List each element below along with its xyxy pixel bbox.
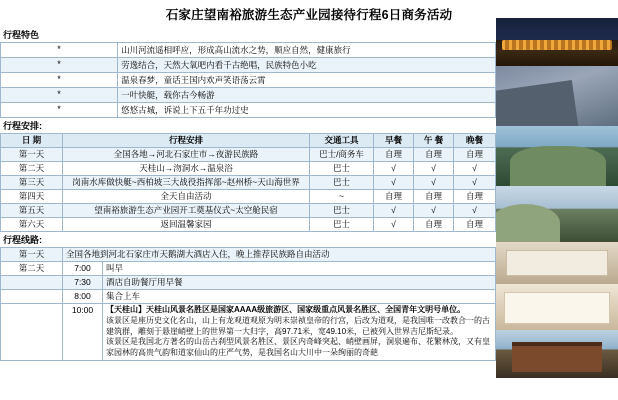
cell-breakfast: √ xyxy=(374,204,414,218)
cell-dinner: √ xyxy=(454,162,496,176)
document-content xyxy=(0,27,496,361)
feature-star: * xyxy=(1,73,118,88)
table-row xyxy=(1,290,496,304)
table-row xyxy=(1,276,496,290)
arrangement-table xyxy=(0,133,496,232)
cell-plan: 全天自由活动 xyxy=(63,190,310,204)
route-day-label-empty xyxy=(1,276,63,290)
cell-lunch: √ xyxy=(414,162,454,176)
table-row xyxy=(1,190,496,204)
cell-plan: 天桂山→沕洞水→温泉浴 xyxy=(63,162,310,176)
route-day-label-empty xyxy=(1,304,63,361)
table-row xyxy=(1,103,496,118)
table-row xyxy=(1,262,496,276)
photo-hotel-lobby xyxy=(496,284,618,330)
cell-transport: 巴士/商务车 xyxy=(310,148,374,162)
feature-star: * xyxy=(1,103,118,118)
column-header-lunch: 午 餐 xyxy=(414,134,454,148)
cell-dinner: 自理 xyxy=(454,218,496,232)
arrangement-section-label: 行程安排: xyxy=(0,118,496,133)
table-row xyxy=(1,43,496,58)
cell-breakfast: √ xyxy=(374,162,414,176)
feature-star: * xyxy=(1,58,118,73)
route-description-lead: 【天桂山】天桂山风景名胜区是国家AAAA级旅游区、国家级重点风景名胜区、全国青年文明号单位。 xyxy=(106,305,466,314)
cell-transport: 巴士 xyxy=(310,162,374,176)
route-day-text: 全国各地到河北石家庄市天鹅湖大酒店入住，晚上推荐民族路自由活动 xyxy=(63,248,496,262)
table-row xyxy=(1,88,496,103)
route-table xyxy=(0,247,496,361)
table-row xyxy=(1,304,496,361)
cell-transport: ~ xyxy=(310,190,374,204)
cell-dinner: 自理 xyxy=(454,190,496,204)
route-time: 10:00 xyxy=(63,304,103,361)
cell-lunch: 自理 xyxy=(414,190,454,204)
cell-date: 第六天 xyxy=(1,218,63,232)
route-time: 7:00 xyxy=(63,262,103,276)
cell-breakfast: √ xyxy=(374,218,414,232)
table-row xyxy=(1,218,496,232)
cell-plan: 望南裕旅游生态产业园开工奠基仪式~太空舱民宿 xyxy=(63,204,310,218)
cell-date: 第三天 xyxy=(1,176,63,190)
cell-date: 第二天 xyxy=(1,162,63,176)
route-description xyxy=(103,304,496,361)
route-section-label: 行程线路: xyxy=(0,232,496,247)
feature-star: * xyxy=(1,88,118,103)
cell-dinner: √ xyxy=(454,204,496,218)
route-time: 8:00 xyxy=(63,290,103,304)
feature-text: 温泉春梦，童话王国内欢声笑语荡云霄 xyxy=(118,73,496,88)
route-item-text: 酒店自助餐厅用早餐 xyxy=(103,276,496,290)
cell-lunch: √ xyxy=(414,204,454,218)
column-header-date: 日 期 xyxy=(1,134,63,148)
feature-text: 悠悠古城，诉说上下五千年功过史 xyxy=(118,103,496,118)
cell-dinner: √ xyxy=(454,176,496,190)
route-day-label-empty xyxy=(1,290,63,304)
cell-lunch: √ xyxy=(414,176,454,190)
route-day-label: 第一天 xyxy=(1,248,63,262)
cell-transport: 巴士 xyxy=(310,218,374,232)
cell-date: 第五天 xyxy=(1,204,63,218)
route-day-label: 第二天 xyxy=(1,262,63,276)
feature-text: 山川河流遥相呼应，形成高山流水之势，顺应自然，健康旅行 xyxy=(118,43,496,58)
cell-dinner: 自理 xyxy=(454,148,496,162)
feature-text: 一叶快艇，载你古今畅游 xyxy=(118,88,496,103)
cell-breakfast: 自理 xyxy=(374,190,414,204)
table-row xyxy=(1,73,496,88)
table-header-row xyxy=(1,134,496,148)
photo-city-buildings xyxy=(496,66,618,126)
photo-strip xyxy=(496,18,618,378)
route-item-text: 集合上车 xyxy=(103,290,496,304)
table-row xyxy=(1,248,496,262)
photo-mountain-green xyxy=(496,126,618,186)
cell-lunch: 自理 xyxy=(414,148,454,162)
cell-transport: 巴士 xyxy=(310,176,374,190)
table-row xyxy=(1,176,496,190)
cell-date: 第四天 xyxy=(1,190,63,204)
column-header-transport: 交通工具 xyxy=(310,134,374,148)
table-row xyxy=(1,148,496,162)
photo-bridge-night xyxy=(496,18,618,66)
table-row xyxy=(1,58,496,73)
photo-hotel-room xyxy=(496,242,618,284)
route-time: 7:30 xyxy=(63,276,103,290)
features-section-label: 行程特色 xyxy=(0,27,496,42)
cell-breakfast: √ xyxy=(374,176,414,190)
column-header-breakfast: 早餐 xyxy=(374,134,414,148)
cell-date: 第一天 xyxy=(1,148,63,162)
route-description-paragraph-1: 该景区是座历史文化名山，山上有龙观道观原为明末崇祯皇帝的行宫，后改为道观，是我国唯一改教合一的古建筑群，雕刻于悬崖峭壁上的世界第一大归字，高97.71米，宽49.10米，已被列入世界吉尼斯纪录。 xyxy=(106,315,490,336)
column-header-plan: 行程安排 xyxy=(63,134,310,148)
cell-breakfast: 自理 xyxy=(374,148,414,162)
photo-mountain-ridge xyxy=(496,186,618,242)
cell-plan: 全国各地→河北石家庄市→夜游民族路 xyxy=(63,148,310,162)
cell-plan: 返回温馨家园 xyxy=(63,218,310,232)
cell-transport: 巴士 xyxy=(310,204,374,218)
photo-temple-building xyxy=(496,330,618,378)
table-row xyxy=(1,162,496,176)
features-table xyxy=(0,42,496,118)
route-description-paragraph-2: 该景区是我国北方著名的山岳古刹型风景名胜区、景区内奇峰突起、峭壁画屏，洞泉遍布、花繁林茂，又有皇家园林的高贵气韵和道家仙山的庄严气势，是我国名山大川中一朵绚丽的奇葩 xyxy=(106,337,490,358)
feature-text: 劳逸结合，天然大氧吧内看千古绝唱，民族特色小吃 xyxy=(118,58,496,73)
column-header-dinner: 晚餐 xyxy=(454,134,496,148)
cell-plan: 岗南水库做快艇~西柏坡三大战役指挥部~赵州桥~天山海世界 xyxy=(63,176,310,190)
feature-star: * xyxy=(1,43,118,58)
route-item-text: 叫早 xyxy=(103,262,496,276)
page-title: 石家庄望南裕旅游生态产业园接待行程6日商务活动 xyxy=(165,8,453,22)
cell-lunch: 自理 xyxy=(414,218,454,232)
table-row xyxy=(1,204,496,218)
